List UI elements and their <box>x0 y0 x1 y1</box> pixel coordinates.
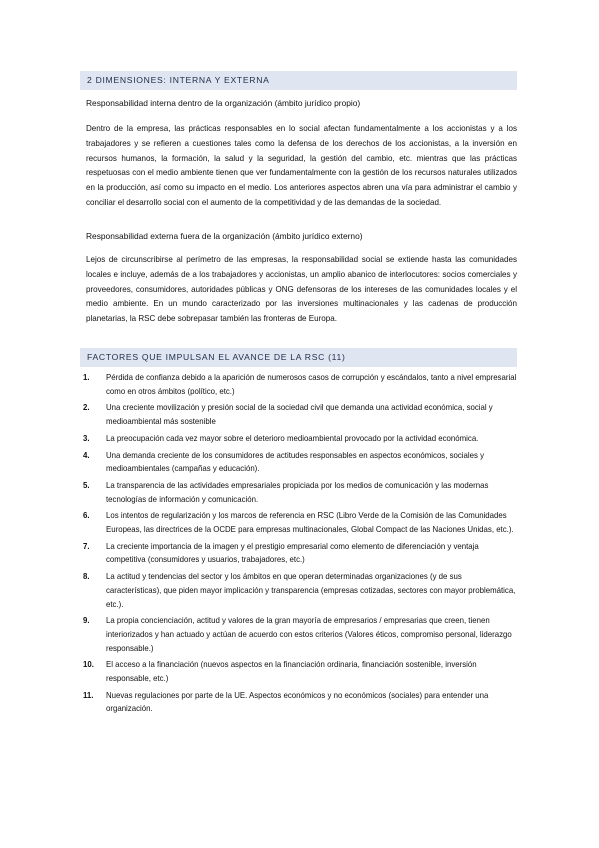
factor-number: 8. <box>83 572 90 582</box>
factor-item <box>80 570 517 611</box>
factor-text: Pérdida de confianza debido a la aparición de numerosos casos de corrupción y escándalos, tanto a nivel empresarial como en otros ámbitos (político, etc.) <box>106 373 517 396</box>
factor-text: La preocupación cada vez mayor sobre el deterioro medioambiental provocado por la actividad económica. <box>106 433 479 443</box>
factor-text: El acceso a la financiación (nuevos aspectos en la financiación ordinaria, financiación sostenible, inversión responsable, etc.) <box>106 660 477 684</box>
factor-number: 3. <box>83 433 90 443</box>
factor-item <box>80 479 517 506</box>
factor-item <box>80 371 517 398</box>
factor-item <box>80 509 517 536</box>
paragraph-internal: Dentro de la empresa, las prácticas responsables en lo social afectan fundamentalmente a los accionistas y a los trabajadores y se refieren a cuestiones tales como la defensa de los derechos de los accionistas, a la inversión en recursos humanos, la formación, la salud y la seguridad, la gestión del cambio, etc. mientras que las prácticas respetuosas con el medio ambiente tienen que ver fundamentalmente con la gestión de los recursos naturales utilizados en la producción, así como su impacto en el medio. Los anteriores aspectos abren una vía para administrar el cambio y conciliar el desarrollo social con el aumento de la competitividad y de las demandas de la sociedad. <box>86 124 517 207</box>
factor-item <box>80 614 517 655</box>
paragraph-external: Lejos de circunscribirse al perímetro de las empresas, la responsabilidad social se extiende hasta las comunidades locales e incluye, además de a los trabajadores y accionistas, un amplio abanico de interlocutores: socios comerciales y proveedores, consumidores, autoridades públicas y ONG defensoras de los intereses de las comunidades locales y el medio ambiente. En un mundo caracterizado por las inversiones multinacionales y las cadenas de producción planetarias, la RSC debe sobrepasar también las fronteras de Europa. <box>86 255 517 324</box>
factor-number: 4. <box>83 450 90 460</box>
factor-text: La actitud y tendencias del sector y los ámbitos en que operan determinadas organizaciones (y de sus características), que piden mayor implicación y transparencia (empresas cotizadas, sectores con mayor problemática, etc.). <box>106 572 516 609</box>
factor-number: 9. <box>83 616 90 626</box>
factor-item <box>80 432 517 446</box>
factor-item <box>80 401 517 428</box>
factor-number: 1. <box>83 373 90 382</box>
factor-text: La transparencia de las actividades empresariales propiciada por los medios de comunicación y las modernas tecnologías de información y comunicación. <box>106 480 489 504</box>
section-heading-dimensions: 2 DIMENSIONES: INTERNA Y EXTERNA <box>80 71 517 90</box>
subheading-external: Responsabilidad externa fuera de la organización (ámbito jurídico externo) <box>86 231 363 241</box>
factors-list <box>80 371 517 719</box>
factor-number: 6. <box>83 511 90 521</box>
factor-item <box>80 658 517 685</box>
factor-text: Los intentos de regularización y los marcos de referencia en RSC (Libro Verde de la Comisión de las Comunidades Europeas, las directrices de la OCDE para empresas multinacionales, Global Compact de las Naciones Unidas, etc.). <box>106 511 514 535</box>
factor-number: 2. <box>83 403 90 413</box>
factor-text: Una creciente movilización y presión social de la sociedad civil que demanda una actividad económica, social y medioambiental más sostenible <box>106 403 493 427</box>
factor-item <box>80 449 517 476</box>
factor-item <box>80 540 517 567</box>
factor-item <box>80 689 517 716</box>
factor-number: 10. <box>83 660 94 670</box>
factor-text: Nuevas regulaciones por parte de la UE. Aspectos económicos y no económicos (sociales) para entender una organización. <box>106 690 489 714</box>
factor-number: 7. <box>83 541 90 551</box>
factor-number: 11. <box>83 690 94 700</box>
factor-text: La creciente importancia de la imagen y el prestigio empresarial como elemento de diferenciación y ventaja competitiva (consumidores y usuarios, trabajadores, etc.) <box>106 541 479 565</box>
section-heading-factors: FACTORES QUE IMPULSAN EL AVANCE DE LA RSC (11) <box>80 348 517 367</box>
factor-text: Una demanda creciente de los consumidores de actitudes responsables en aspectos económicos, sociales y medioambientales (campañas y educación). <box>106 450 485 474</box>
factor-text: La propia concienciación, actitud y valores de la gran mayoría de empresarios / empresarias que creen, tienen interiorizados y han actuado y actúan de acuerdo con estos criterios (Valores éticos, compromiso personal, liderazgo responsable.) <box>106 616 512 653</box>
factor-number: 5. <box>83 480 90 490</box>
subheading-internal: Responsabilidad interna dentro de la organización (ámbito jurídico propio) <box>86 98 361 108</box>
